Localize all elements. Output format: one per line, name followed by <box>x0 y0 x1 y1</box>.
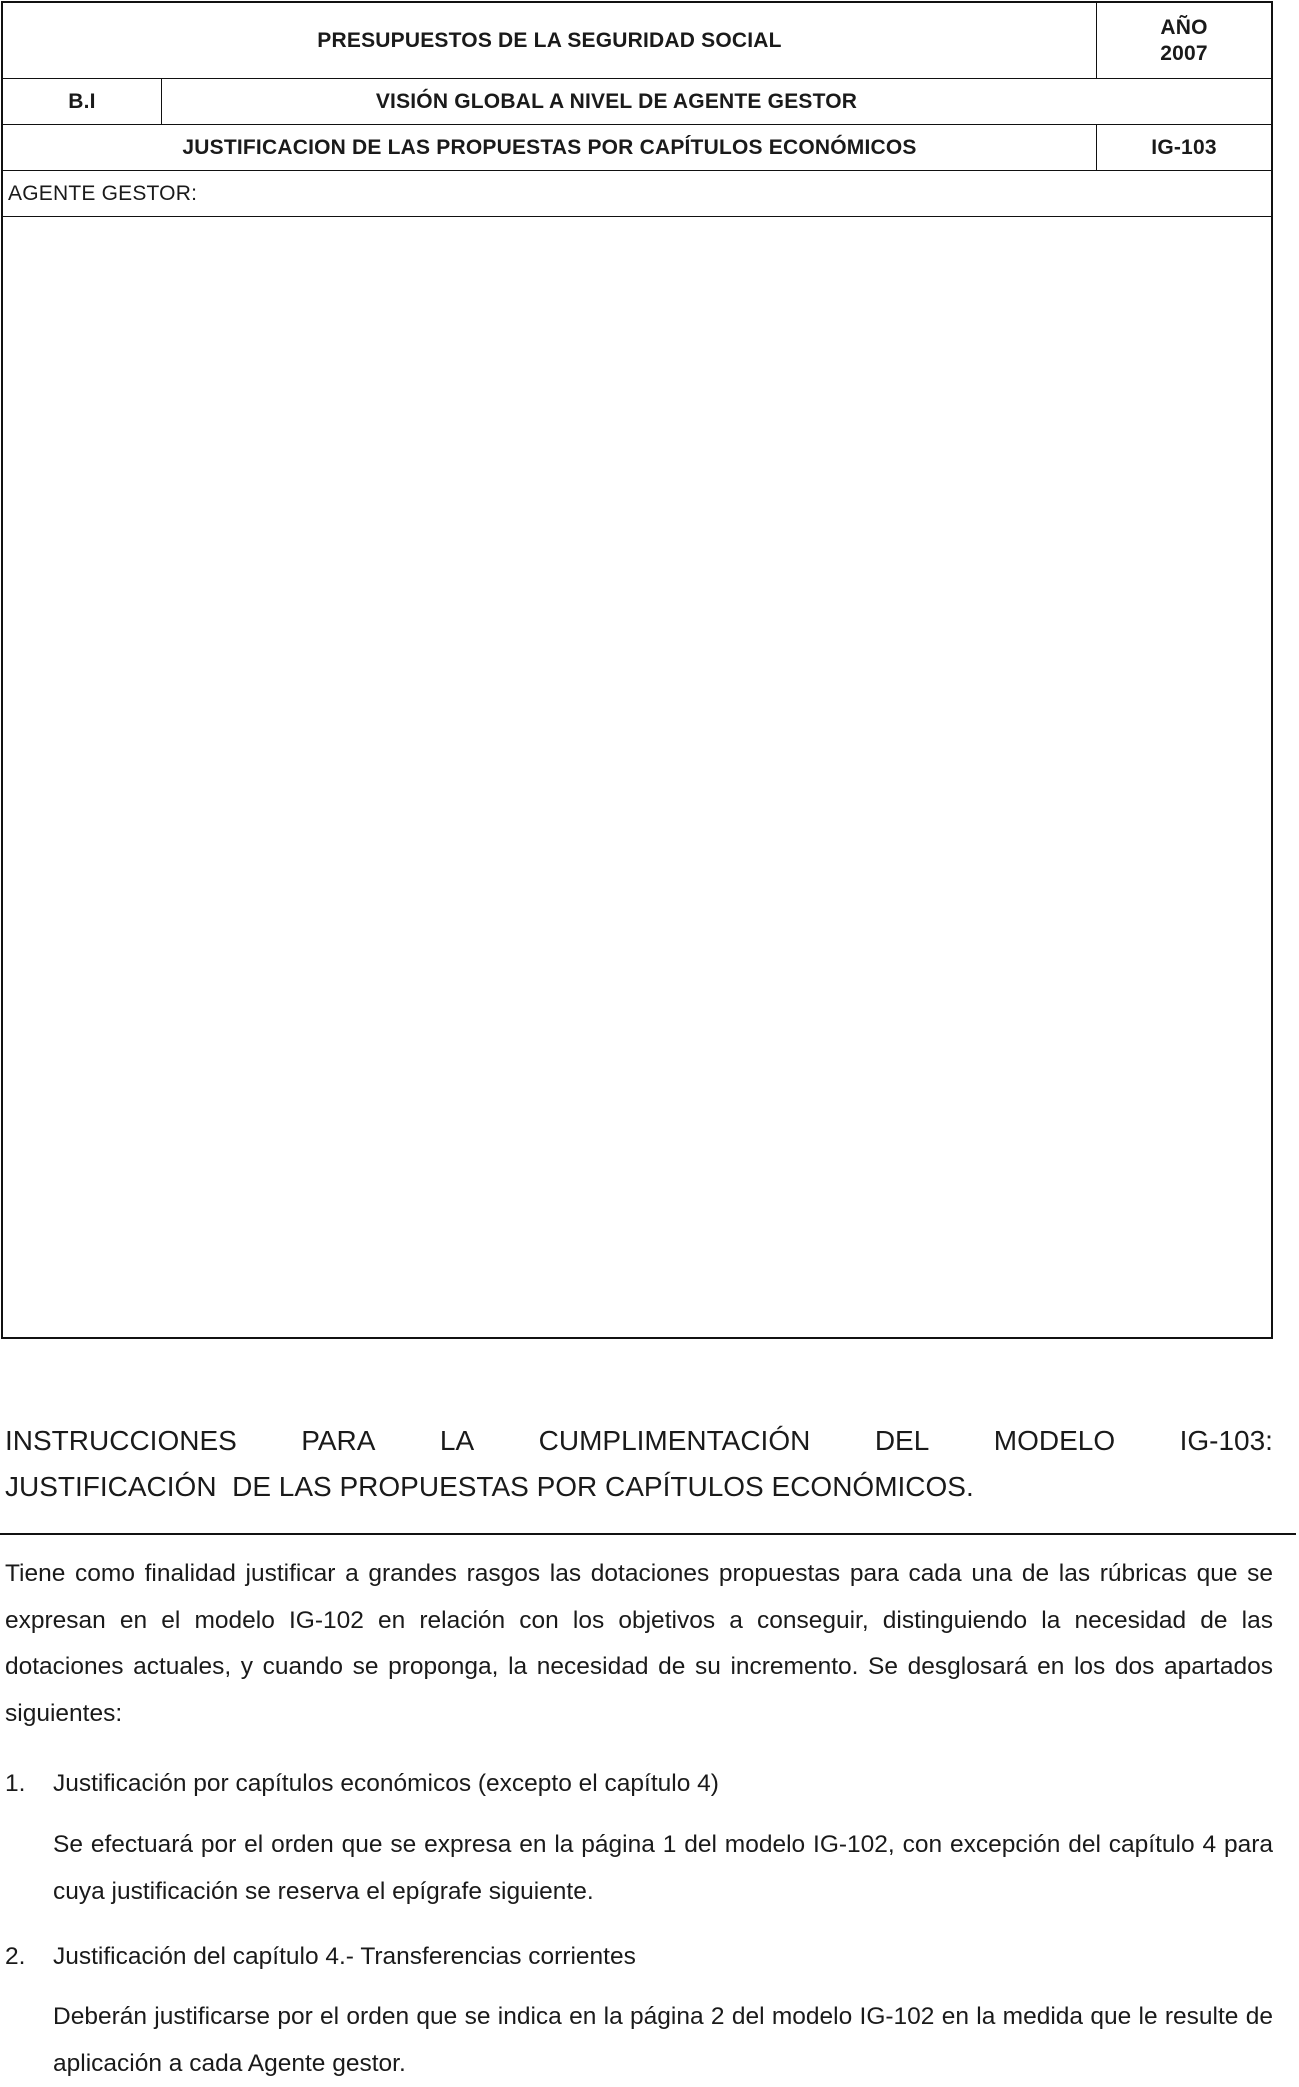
header-row-agent <box>3 171 1271 217</box>
title-word: DEL <box>874 1425 930 1456</box>
document-title: PRESUPUESTOS DE LA SEGURIDAD SOCIAL <box>317 28 782 52</box>
title-word: LA <box>439 1425 475 1456</box>
model-code: IG-103 <box>1096 125 1271 170</box>
year-box <box>1096 3 1271 78</box>
title-word: MODELO <box>993 1425 1116 1456</box>
section-title: VISIÓN GLOBAL A NIVEL DE AGENTE GESTOR <box>161 79 1071 124</box>
item-number: 2. <box>5 1943 26 1970</box>
list-item-2-heading <box>5 1934 1273 1981</box>
title-word: PARA <box>301 1425 376 1456</box>
year-label: AÑO <box>1160 15 1208 39</box>
header-row-section <box>3 79 1271 125</box>
justification-content-area[interactable] <box>3 217 1271 1337</box>
item-heading: Justificación del capítulo 4.- Transferencias corrientes <box>53 1943 636 1970</box>
header-row-subtitle <box>3 125 1271 171</box>
instructions-title <box>5 1418 1273 1510</box>
year-value: 2007 <box>1160 41 1208 65</box>
title-divider <box>0 1533 1296 1535</box>
title-word: IG-103: <box>1179 1425 1273 1456</box>
form-frame <box>1 1 1273 1339</box>
header-row-title <box>3 3 1271 79</box>
list-item-1-heading <box>5 1761 1273 1808</box>
intro-paragraph: Tiene como finalidad justificar a grandes rasgos las dotaciones propuestas para cada una de las rúbricas que se expresan en el modelo IG-102 en relación con los objetivos a conseguir, distinguiendo la necesidad de las dotaciones actuales, y cuando se proponga, la necesidad de su incremento. Se desglosará en los dos apartados siguientes: <box>5 1560 1273 1727</box>
item-number: 1. <box>5 1770 26 1797</box>
section-code: B.I <box>68 89 96 113</box>
agent-gestor-label: AGENTE GESTOR: <box>8 181 198 205</box>
instructions-title-line2: JUSTIFICACIÓN DE LAS PROPUESTAS POR CAPÍTULOS ECONÓMICOS. <box>5 1471 974 1502</box>
list-item-1-body: Se efectuará por el orden que se expresa en la página 1 del modelo IG-102, con excepción del capítulo 4 para cuya justificación se reserva el epígrafe siguiente. <box>53 1831 1273 1905</box>
item-heading: Justificación por capítulos económicos (excepto el capítulo 4) <box>53 1770 719 1797</box>
document-subtitle: JUSTIFICACION DE LAS PROPUESTAS POR CAPÍTULOS ECONÓMICOS <box>182 135 917 159</box>
instructions-title-line1 <box>5 1418 1273 1464</box>
title-word: INSTRUCCIONES <box>5 1425 237 1456</box>
title-word: CUMPLIMENTACIÓN <box>538 1425 811 1456</box>
list-item-2-body: Deberán justificarse por el orden que se indica en la página 2 del modelo IG-102 en la medida que le resulte de aplicación a cada Agente gestor. <box>53 2003 1273 2077</box>
